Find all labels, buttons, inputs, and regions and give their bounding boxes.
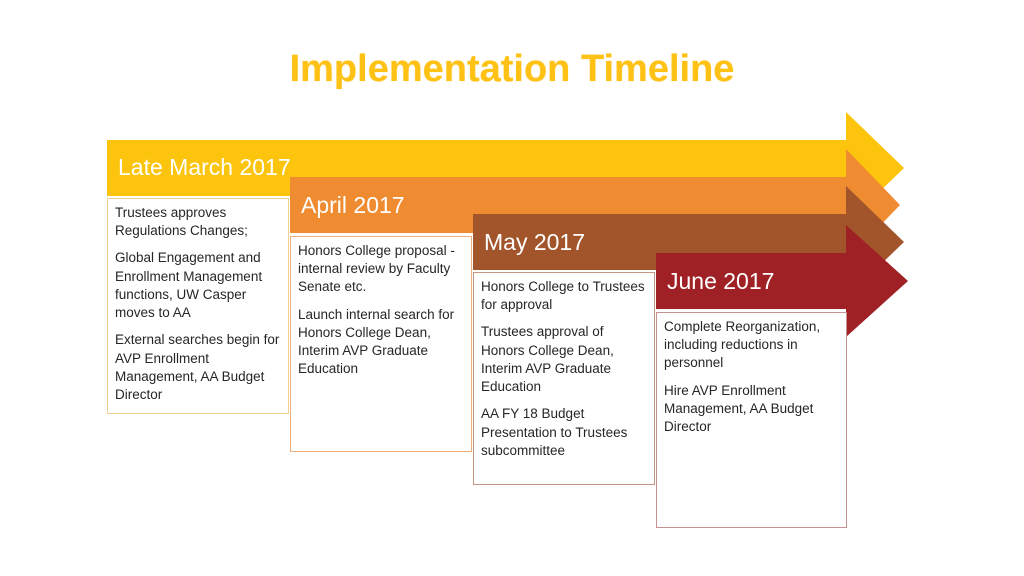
note-item: Launch internal search for Honors College Dean, Interim AVP Graduate Education [298,306,455,377]
notes-may-2017 [473,272,655,485]
notes-june-2017 [656,312,847,528]
note-item: Honors College proposal - internal review by Faculty Senate etc. [298,243,455,295]
note-item: Global Engagement and Enrollment Management functions, UW Casper moves to AA [115,250,263,321]
note-item: Honors College to Trustees for approval [481,279,645,313]
note-item: Trustees approves Regulations Changes; [115,205,248,239]
slide-title: Implementation Timeline [289,48,735,90]
note-item: Complete Reorganization, including reductions in personnel [664,319,821,371]
timeline-label-april-2017: April 2017 [301,192,405,218]
note-item: AA FY 18 Budget Presentation to Trustees subcommittee [481,406,628,458]
timeline-label-may-2017: May 2017 [484,228,586,255]
note-item: Hire AVP Enrollment Management, AA Budget Director [664,382,814,435]
note-item: External searches begin for AVP Enrollment Management, AA Budget Director [115,332,280,402]
timeline-label-late-march-2017: Late March 2017 [118,153,291,180]
notes-late-march-2017 [107,198,289,414]
notes-april-2017 [290,236,472,452]
timeline-label-june-2017: June 2017 [667,268,775,294]
note-item: Trustees approval of Honors College Dean, Interim AVP Graduate Education [481,324,614,395]
